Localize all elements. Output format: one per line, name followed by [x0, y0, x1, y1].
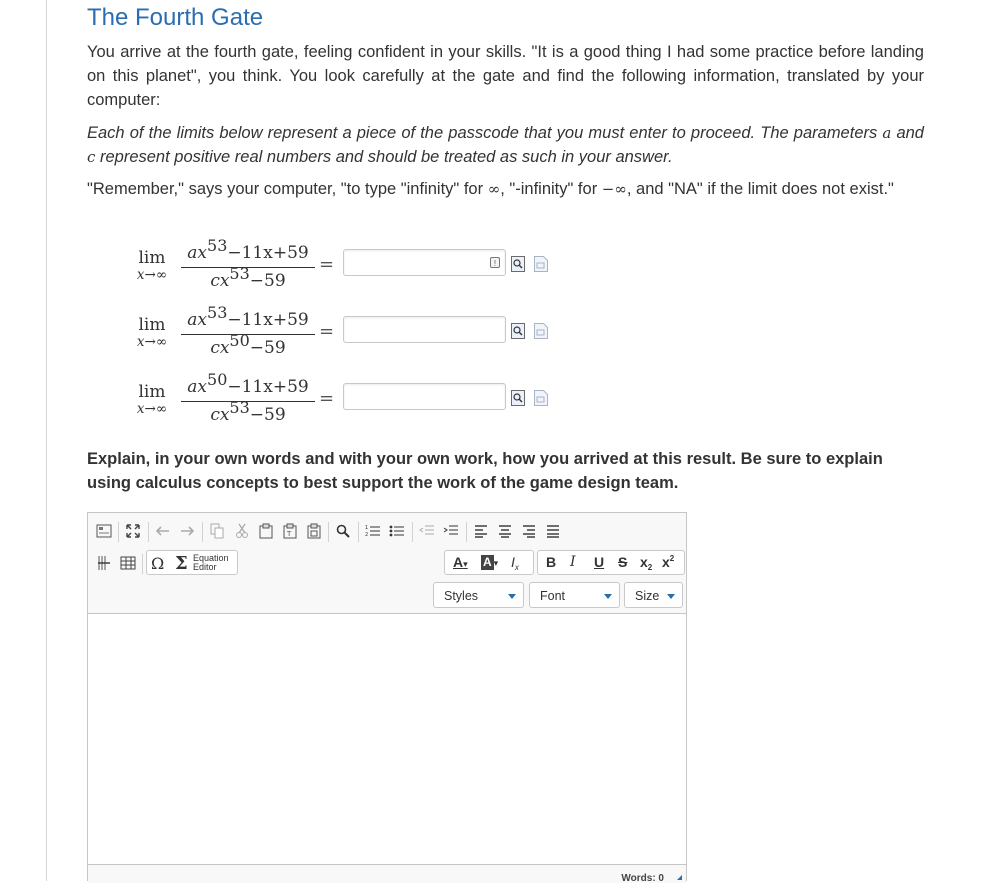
superscript-button[interactable]: $x^2$ [662, 554, 675, 570]
subscript-button[interactable]: $x_2$ [640, 554, 653, 572]
underline-button[interactable]: U [594, 554, 605, 570]
svg-text:2: 2 [365, 532, 369, 538]
explanation-prompt: Explain, in your own words and with your own work, how you arrived at this result. Be sure to explain using calculus concepts to best support the work of the game design team. [87, 450, 883, 492]
align-center-icon[interactable] [496, 521, 514, 541]
svg-text:T: T [287, 530, 292, 538]
limit-operator [125, 248, 179, 282]
equals-sign: = [319, 254, 335, 275]
copy-icon[interactable] [257, 521, 275, 541]
toolbar-separator [142, 554, 143, 574]
toolbar-separator [358, 522, 359, 542]
text-color-button[interactable]: A▾ [453, 554, 468, 570]
answer-input-3[interactable] [343, 383, 506, 410]
instructions-text-1: Each of the limits below represent a piece of the passcode that you must enter to proceed. The parameters [87, 124, 883, 142]
reminder-text-3: , and "NA" if the limit does not exist." [626, 180, 894, 198]
bulleted-list-icon[interactable] [388, 521, 406, 541]
toolbar-separator [412, 522, 413, 542]
undo-icon[interactable] [154, 521, 172, 541]
chevron-down-icon [667, 594, 675, 599]
redo-icon[interactable] [178, 521, 196, 541]
instructions-paragraph [87, 121, 924, 169]
toolbar-separator [202, 522, 203, 542]
source-icon[interactable] [95, 521, 113, 541]
denominator [181, 398, 315, 428]
page-title: The Fourth Gate [87, 4, 264, 31]
background-color-button[interactable]: A ▾ [483, 555, 499, 569]
paste-word-icon[interactable] [305, 521, 323, 541]
equals-sign: = [319, 388, 335, 409]
strikethrough-button[interactable]: S [618, 554, 628, 570]
limit-fraction [181, 303, 315, 361]
numerator-term: ax [187, 377, 208, 397]
numerator-exponent: 53 [207, 303, 228, 322]
answer-help-icon[interactable] [534, 256, 548, 272]
reminder-text-2: , "-infinity" for [500, 180, 602, 198]
remove-format-icon[interactable]: $I_x$ [511, 554, 519, 572]
cut-icon[interactable] [233, 521, 251, 541]
limit-row-1 [125, 236, 595, 300]
bold-button[interactable]: B [546, 554, 557, 570]
answer-help-icon[interactable] [534, 390, 548, 406]
reminder-text-1: "Remember," says your computer, "to type "infinity" for [87, 180, 488, 198]
chevron-down-icon [604, 594, 612, 599]
instructions-text-3: represent positive real numbers and should be treated as such in your answer. [95, 148, 673, 166]
denominator-exponent: 53 [229, 398, 250, 417]
limit-fraction [181, 236, 315, 294]
preview-answer-icon[interactable] [511, 256, 525, 272]
limit-row-2 [125, 303, 595, 367]
infinity-symbol: ∞ [487, 180, 501, 198]
equation-editor-label: Equation Editor [193, 553, 229, 572]
font-dropdown[interactable] [529, 582, 620, 608]
numerator-rest: −11x+59 [227, 310, 309, 330]
param-a: a [882, 124, 892, 142]
lim-subscript: x→∞ [136, 267, 168, 283]
denominator-rest: −59 [249, 338, 286, 358]
maximize-icon[interactable] [124, 521, 142, 541]
find-icon[interactable] [334, 521, 352, 541]
lim-subscript: x→∞ [136, 401, 168, 417]
font-label: Font [540, 589, 566, 603]
denominator-term: cx [210, 271, 230, 291]
decrease-indent-icon[interactable] [418, 521, 436, 541]
denominator-exponent: 50 [229, 331, 250, 350]
rich-text-editor [87, 512, 687, 884]
toolbar-separator [118, 522, 119, 542]
justify-icon[interactable] [544, 521, 562, 541]
lim-subscript: x→∞ [136, 334, 168, 350]
answer-help-icon[interactable] [534, 323, 548, 339]
size-label: Size [635, 589, 660, 603]
editor-status-bar [88, 864, 686, 883]
denominator [181, 331, 315, 361]
copy-formatting-icon[interactable] [208, 521, 226, 541]
numerator-rest: −11x+59 [227, 377, 309, 397]
numerator-exponent: 50 [207, 370, 228, 389]
increase-indent-icon[interactable] [442, 521, 460, 541]
limit-row-3 [125, 370, 595, 434]
toolbar-separator [466, 522, 467, 542]
word-count: Words: 0 [621, 873, 664, 884]
limit-fraction [181, 370, 315, 428]
horizontal-line-icon[interactable] [95, 553, 113, 573]
limit-operator [125, 382, 179, 416]
answer-input-1[interactable] [343, 249, 506, 276]
denominator-term: cx [210, 405, 230, 425]
equals-sign: = [319, 321, 335, 342]
editor-text-area[interactable] [88, 614, 686, 864]
param-c: c [87, 148, 96, 166]
denominator-term: cx [210, 338, 230, 358]
lim-word: lim [138, 248, 166, 268]
denominator-rest: −59 [249, 405, 286, 425]
instructions-text-2: and [891, 124, 924, 142]
warning-badge-icon: ! [490, 257, 500, 268]
table-icon[interactable] [119, 553, 137, 573]
text-style-tools [537, 550, 685, 575]
toolbar-separator [328, 522, 329, 542]
left-border-rule [46, 0, 47, 881]
align-right-icon[interactable] [520, 521, 538, 541]
italic-button[interactable]: I [570, 554, 576, 570]
styles-dropdown[interactable] [433, 582, 524, 608]
numbered-list-icon[interactable] [364, 521, 382, 541]
resize-handle-icon[interactable] [677, 875, 682, 880]
equation-editor-button[interactable] [146, 550, 238, 575]
numerator-term: ax [187, 243, 208, 263]
reminder-paragraph [87, 177, 924, 201]
svg-text:1: 1 [365, 525, 369, 531]
numerator-exponent: 53 [207, 236, 228, 255]
toolbar-separator [148, 522, 149, 542]
neg-infinity-symbol: −∞ [601, 180, 627, 198]
lim-word: lim [138, 382, 166, 402]
size-dropdown[interactable] [624, 582, 683, 608]
numerator-rest: −11x+59 [227, 243, 309, 263]
color-tools [444, 550, 534, 575]
special-character-icon[interactable]: Ω [151, 554, 165, 573]
paste-text-icon[interactable] [281, 521, 299, 541]
styles-label: Styles [444, 589, 479, 603]
sigma-icon: Σ [175, 553, 188, 574]
answer-input-2[interactable] [343, 316, 506, 343]
numerator-term: ax [187, 310, 208, 330]
limit-operator [125, 315, 179, 349]
chevron-down-icon [508, 594, 516, 599]
denominator-rest: −59 [249, 271, 286, 291]
preview-answer-icon[interactable] [511, 323, 525, 339]
preview-answer-icon[interactable] [511, 390, 525, 406]
denominator-exponent: 53 [229, 264, 250, 283]
editor-toolbar [88, 513, 686, 614]
intro-paragraph: You arrive at the fourth gate, feeling confident in your skills. "It is a good thing I had some practice before landing on this planet", you think. You look carefully at the gate and find the following information, translated by your computer: [87, 43, 924, 109]
denominator [181, 264, 315, 294]
align-left-icon[interactable] [472, 521, 490, 541]
lim-word: lim [138, 315, 166, 335]
